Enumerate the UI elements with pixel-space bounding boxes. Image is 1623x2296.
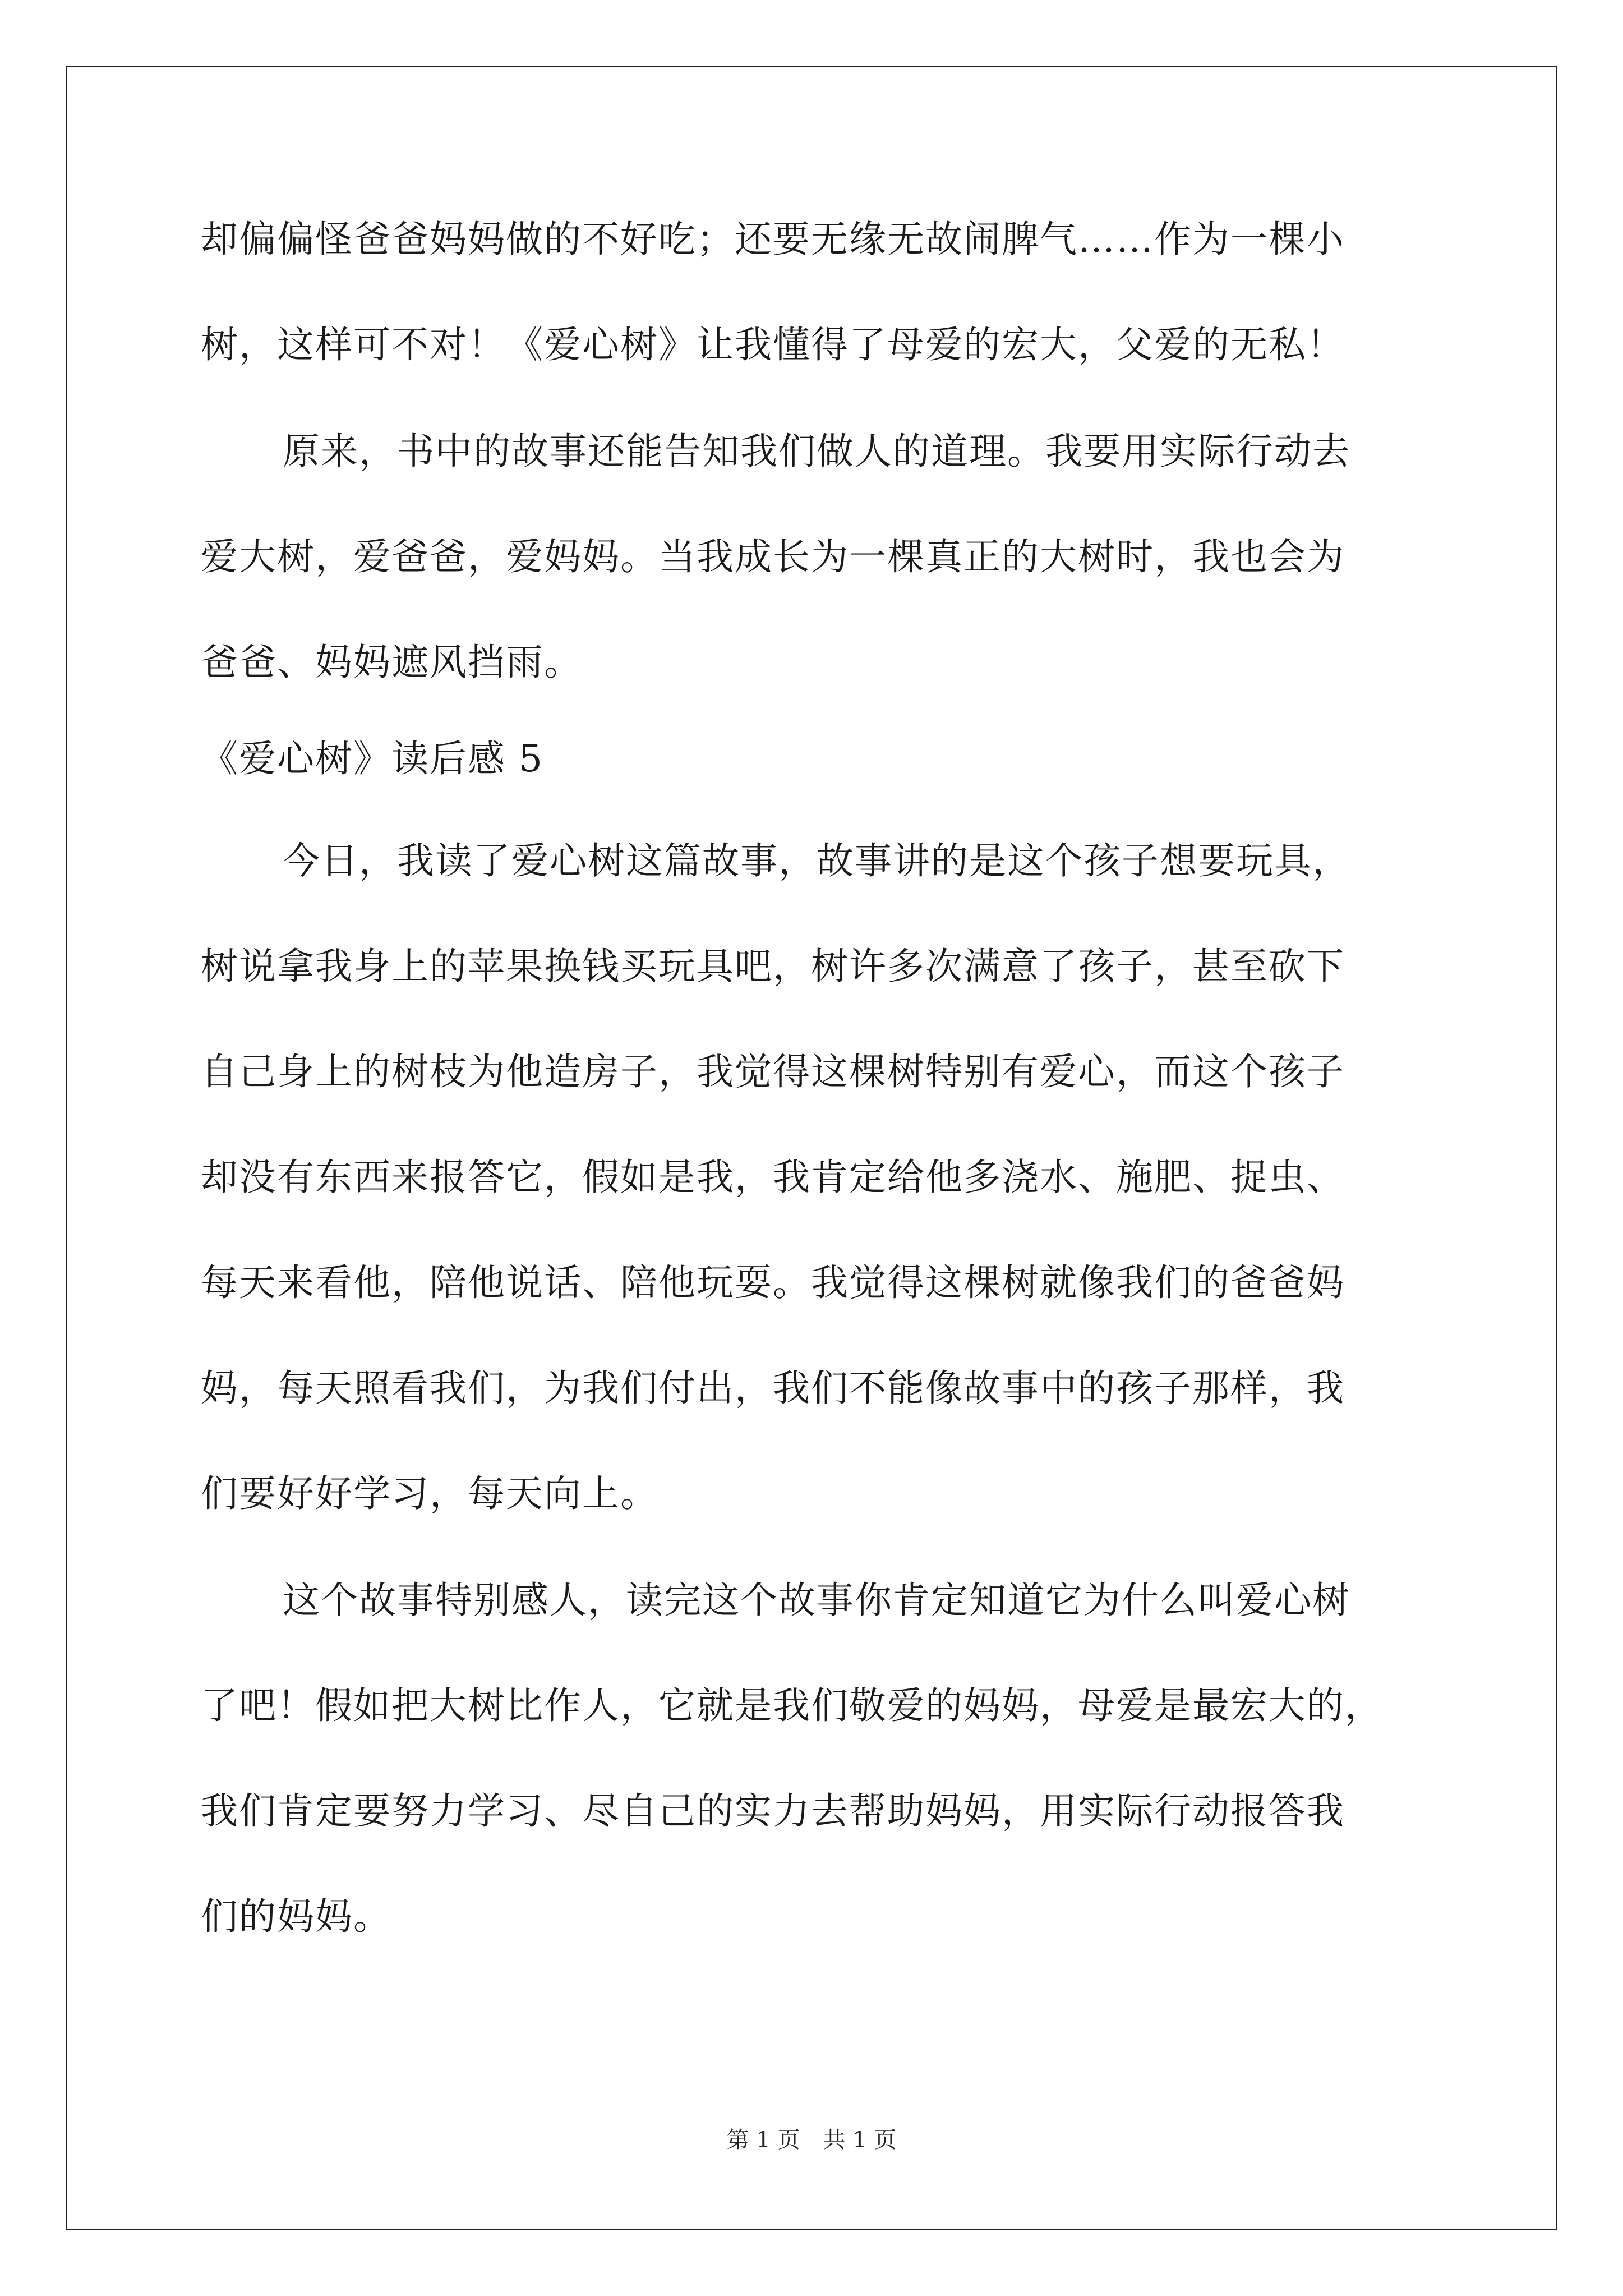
text-line: 这个故事特别感人，读完这个故事你肯定知道它为什么叫爱心树 <box>283 1579 1350 1622</box>
document-body <box>201 213 1440 1943</box>
text-line: 今日，我读了爱心树这篇故事，故事讲的是这个孩子想要玩具， <box>283 839 1350 882</box>
page-footer <box>0 2126 1623 2154</box>
text-line: 们的妈妈。 <box>201 1895 391 1938</box>
text-line: 妈，每天照看我们，为我们付出，我们不能像故事中的孩子那样，我 <box>201 1366 1345 1410</box>
paragraph-2 <box>201 425 1440 689</box>
text-line: 们要好好学习，每天向上。 <box>201 1472 658 1515</box>
paragraph-4 <box>201 1574 1440 1943</box>
text-line: 树说拿我身上的苹果换钱买玩具吧，树许多次满意了孩子，甚至砍下 <box>201 945 1345 988</box>
text-line: 却没有东西来报答它，假如是我，我肯定给他多浇水、施肥、捉虫、 <box>201 1156 1345 1199</box>
paragraph-3 <box>201 835 1440 1520</box>
text-line: 爸爸、妈妈遮风挡雨。 <box>201 641 582 684</box>
text-line: 了吧！假如把大树比作人，它就是我们敬爱的妈妈，母爱是最宏大的， <box>201 1684 1383 1727</box>
text-line: 每天来看他，陪他说话、陪他玩耍。我觉得这棵树就像我们的爸爸妈 <box>201 1261 1345 1304</box>
text-line: 树，这样可不对！《爱心树》让我懂得了母爱的宏大，父爱的无私！ <box>201 323 1345 366</box>
text-line: 我们肯定要努力学习、尽自己的实力去帮助妈妈，用实际行动报答我 <box>201 1789 1345 1833</box>
text-line: 爱大树，爱爸爸，爱妈妈。当我成长为一棵真正的大树时，我也会为 <box>201 535 1345 578</box>
paragraph-1 <box>201 213 1440 371</box>
text-line: 自己身上的树枝为他造房子，我觉得这棵树特别有爱心，而这个孩子 <box>201 1050 1345 1093</box>
page-number: 第 1 页 <box>726 2127 800 2153</box>
text-line: 却偏偏怪爸爸妈妈做的不好吃；还要无缘无故闹脾气……作为一棵小 <box>201 218 1345 261</box>
page-total: 共 1 页 <box>823 2127 897 2153</box>
section-heading: 《爱心树》读后感 5 <box>201 737 543 780</box>
text-line: 原来，书中的故事还能告知我们做人的道理。我要用实际行动去 <box>283 430 1350 473</box>
